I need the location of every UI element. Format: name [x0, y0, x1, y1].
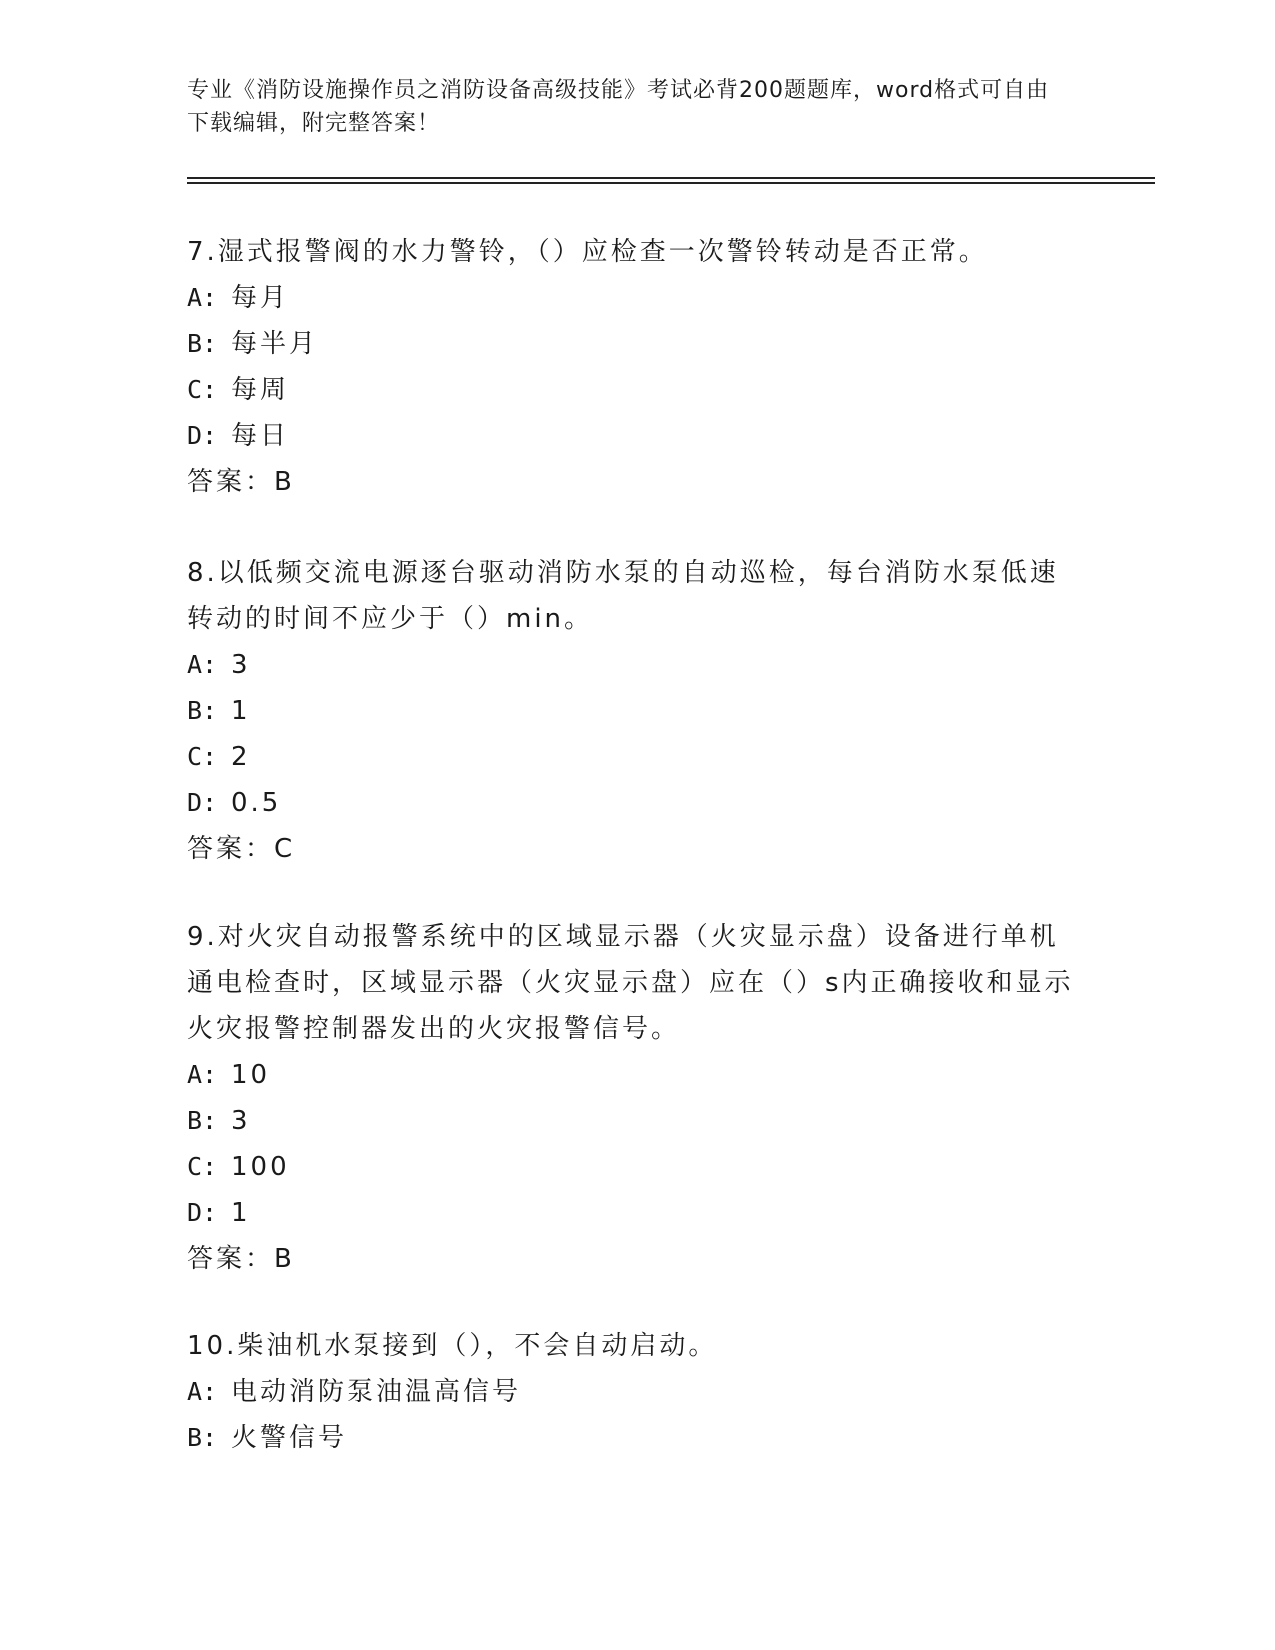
option-key: C:	[187, 1152, 218, 1181]
option-d	[187, 780, 1087, 826]
option-text: 3	[231, 1106, 251, 1136]
option-a	[187, 1369, 1087, 1415]
option-text: 每月	[231, 283, 290, 313]
option-text: 10	[231, 1060, 271, 1090]
option-b	[187, 688, 1087, 734]
option-a	[187, 275, 1087, 321]
option-a	[187, 642, 1087, 688]
option-text: 0.5	[231, 788, 282, 818]
option-text: 100	[231, 1152, 290, 1182]
option-key: D:	[187, 1198, 218, 1227]
option-key: D:	[187, 788, 218, 817]
option-text: 每周	[231, 375, 290, 405]
option-text: 1	[231, 696, 251, 726]
question-10	[187, 1323, 1087, 1461]
header-divider-top	[187, 177, 1155, 179]
answer-label: 答案：	[187, 467, 275, 497]
option-key: B:	[187, 329, 218, 358]
option-text: 每日	[231, 421, 290, 451]
option-key: D:	[187, 421, 218, 450]
answer-value: B	[274, 467, 295, 497]
option-key: B:	[187, 1106, 218, 1135]
option-c	[187, 367, 1087, 413]
option-b	[187, 321, 1087, 367]
answer-value: C	[274, 834, 296, 864]
option-b	[187, 1415, 1087, 1461]
option-text: 火警信号	[231, 1423, 348, 1453]
question-stem: 10.柴油机水泵接到（），不会自动启动。	[187, 1331, 718, 1361]
answer-line	[187, 826, 1087, 872]
question-7	[187, 229, 1087, 505]
option-key: C:	[187, 375, 218, 404]
question-stem: 9.对火灾自动报警系统中的区域显示器（火灾显示盘）设备进行单机通电检查时，区域显示器（火灾显示盘）应在（）s内正确接收和显示火灾报警控制器发出的火灾报警信号。	[187, 922, 1074, 1044]
option-c	[187, 734, 1087, 780]
answer-line	[187, 1236, 1087, 1282]
option-text: 每半月	[231, 329, 319, 359]
option-key: C:	[187, 742, 218, 771]
header-divider-bottom	[187, 182, 1155, 184]
option-key: A:	[187, 650, 218, 679]
answer-value: B	[274, 1244, 295, 1274]
question-9	[187, 914, 1087, 1282]
option-c	[187, 1144, 1087, 1190]
option-text: 3	[231, 650, 251, 680]
answer-label: 答案：	[187, 834, 275, 864]
option-a	[187, 1052, 1087, 1098]
option-text: 1	[231, 1198, 251, 1228]
question-stem: 7.湿式报警阀的水力警铃，（）应检查一次警铃转动是否正常。	[187, 237, 988, 267]
option-key: A:	[187, 283, 218, 312]
option-key: A:	[187, 1377, 218, 1406]
option-key: B:	[187, 1423, 218, 1452]
option-key: A:	[187, 1060, 218, 1089]
answer-label: 答案：	[187, 1244, 275, 1274]
option-text: 2	[231, 742, 251, 772]
option-text: 电动消防泵油温高信号	[231, 1377, 522, 1407]
document-header: 专业《消防设施操作员之消防设备高级技能》考试必背200题题库，word格式可自由下载编辑，附完整答案！	[187, 78, 1050, 136]
option-key: B:	[187, 696, 218, 725]
option-b	[187, 1098, 1087, 1144]
answer-line	[187, 459, 1087, 505]
option-d	[187, 1190, 1087, 1236]
option-d	[187, 413, 1087, 459]
question-8	[187, 550, 1087, 872]
question-stem: 8.以低频交流电源逐台驱动消防水泵的自动巡检，每台消防水泵低速转动的时间不应少于（）min。	[187, 558, 1059, 634]
